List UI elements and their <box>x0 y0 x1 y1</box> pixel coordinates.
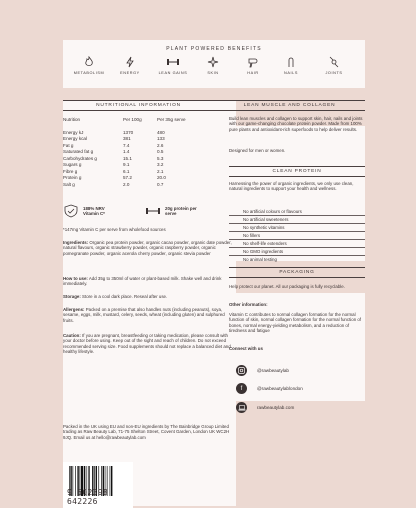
row-value: 3.2 <box>157 162 164 168</box>
benefit-lean-gains <box>153 56 193 75</box>
caution-text: If you are pregnant, breastfeeding or taking medication, please consult with your doctor before using. Keep out of the sight and reach of children. Do not exceed recommended serving size. Food supplements should not replace a balanced diet and healthy lifestyle. <box>63 333 231 355</box>
list-item: No artificial sweeteners <box>229 216 365 224</box>
row-label: Energy kJ <box>63 129 84 135</box>
allergens-text: Packed on a premise that also handles nuts (including peanuts), soya, sesame, eggs, milk, mustard, celery, seeds, wheat (including gluten) and sulphured fruits. <box>63 307 225 323</box>
benefit-skin <box>193 56 233 75</box>
benefit-label: HAIR <box>247 71 259 75</box>
storage-label: Storage: <box>63 294 81 299</box>
list-item: No synthetic vitamins <box>229 224 365 232</box>
ingredients-text: Organic pea protein powder, organic cacao powder, organic date powder, natural flavours, organic strawberry powder, organic raspberry powder, organic pomegranate powder, organic acerola cherry powder, organic stevia powder <box>63 240 232 256</box>
allergens-block <box>63 307 236 323</box>
nutrition-table <box>63 116 188 188</box>
benefit-label: JOINTS <box>325 71 343 75</box>
row-value: 1.4 <box>123 149 130 155</box>
packaging-header: PACKAGING <box>279 270 315 275</box>
row-value: 2.0 <box>123 181 130 187</box>
nail-icon <box>285 56 297 68</box>
ingredients-block <box>63 240 236 256</box>
storage-text: Store in a cool dark place. Reseal after use. <box>82 294 168 299</box>
lean-body: Build lean muscles and collagen to support skin, hair, nails and joints with our game-changing chocolate protein powder. Made from 100% pure plants and antioxidant-rich superfoods to help deliver results. <box>229 116 363 132</box>
nrv-text: 188% NRV Vitamin C* <box>83 205 105 216</box>
row-label: Sugars g <box>63 162 82 168</box>
row-value: 0.5 <box>157 149 164 155</box>
social-facebook[interactable] <box>236 383 303 394</box>
laptop-icon <box>236 402 247 413</box>
row-value: 133 <box>157 136 165 142</box>
clean-body: Harnessing the power of organic ingredients, we only use clean, natural ingredients to support your health and wellness. <box>229 181 354 192</box>
packaging-header-row <box>229 267 365 278</box>
benefit-nails <box>271 56 311 75</box>
benefit-label: LEAN GAINS <box>158 71 188 75</box>
social-website[interactable] <box>236 402 294 413</box>
howto-block <box>63 276 236 287</box>
lean-designed: Designed for men or women. <box>229 148 286 153</box>
row-value: 9.1 <box>123 162 130 168</box>
benefit-metabolism <box>69 56 109 75</box>
row-value: 2.6 <box>157 142 164 148</box>
caution-label: Caution: <box>63 333 81 338</box>
flame-icon <box>83 56 95 68</box>
row-label: Fat g <box>63 142 74 148</box>
benefit-label: ENERGY <box>120 71 140 75</box>
row-label: Fibre g <box>63 168 78 174</box>
social-text: @rawbeautylablondon <box>257 386 303 391</box>
lean-header: LEAN MUSCLE AND COLLAGEN <box>243 103 336 108</box>
row-value: 1370 <box>123 129 134 135</box>
row-label: Salt g <box>63 181 75 187</box>
howto-text: Add 35g to 350ml of water or plant-based milk. Shake well and drink immediately. <box>63 276 222 287</box>
row-value: 20.0 <box>157 175 166 181</box>
barcode <box>63 462 133 508</box>
other-text: Vitamin C contributes to normal collagen formation for the normal function of skin, normal collagen formation for the normal function of bones, normal energy-yielding metabolism, and a reduction of tiredness and fatigue <box>229 312 362 334</box>
benefit-hair <box>233 56 273 75</box>
list-item: No shelf-life extenders <box>229 240 365 248</box>
row-value: 15.1 <box>123 155 132 161</box>
row-label: Energy kcal <box>63 136 88 142</box>
row-value: 7.4 <box>123 142 130 148</box>
row-value: 5.3 <box>157 155 164 161</box>
other-label: Other information: <box>229 302 268 307</box>
benefit-label: NAILS <box>284 71 298 75</box>
clean-header: CLEAN PROTEIN <box>272 169 322 174</box>
lightning-icon <box>124 56 136 68</box>
table-header: Per 35g serve <box>157 116 186 122</box>
packaging-body: Help protect our planet. All our packaging is fully recyclable. <box>229 284 345 289</box>
row-value: 6.1 <box>123 168 130 174</box>
protein-badge <box>145 204 197 218</box>
vitamin-footnote: *147mg Vitamin C per serve from wholefood sources <box>63 227 166 232</box>
facebook-icon: f <box>236 383 247 394</box>
ingredients-label: Ingredients: <box>63 240 89 245</box>
row-value: 0.7 <box>157 181 164 187</box>
dumbbell-icon <box>166 56 180 68</box>
caution-block <box>63 333 236 355</box>
benefits-panel <box>63 40 365 88</box>
benefit-energy <box>110 56 150 75</box>
benefit-label: SKIN <box>207 71 219 75</box>
table-header: Nutrition <box>63 116 81 122</box>
row-label: Saturated fat g <box>63 149 94 155</box>
nutrition-header: NUTRITIONAL INFORMATION <box>96 103 181 108</box>
social-instagram[interactable] <box>236 365 289 376</box>
connect-label: Connect with us <box>229 346 263 351</box>
row-value: 57.2 <box>123 175 132 181</box>
hairdryer-icon <box>247 56 259 68</box>
table-header: Per 100g <box>123 116 142 122</box>
list-item: No artificial colours or flavours <box>229 208 365 216</box>
clean-header-row <box>229 166 365 177</box>
benefit-label: METABOLISM <box>73 71 105 75</box>
row-value: 381 <box>123 136 131 142</box>
row-value: 2.1 <box>157 168 164 174</box>
benefit-joints <box>314 56 354 75</box>
nrv-badge <box>63 204 105 218</box>
row-label: Carbohydrates g <box>63 155 97 161</box>
sparkle-icon <box>207 56 219 68</box>
section-headers <box>63 100 365 111</box>
table-row <box>63 181 188 188</box>
row-value: 480 <box>157 129 165 135</box>
allergens-label: Allergens: <box>63 307 85 312</box>
clean-list <box>229 208 365 264</box>
list-item: No fillers <box>229 232 365 240</box>
packed-info: Packed in the UK using EU and non-EU ingredients by The Bainbridge Group Limited trading as Raw Beauty Lab, 71-75 Shelton Street, Covent Garden, London UK WC2H 9JQ. Email us at hello@rawbeautylab.com <box>63 424 230 440</box>
barcode-digits: 9 502398 642226 <box>67 488 108 506</box>
social-text: rawbeautylab.com <box>257 405 295 410</box>
storage-block <box>63 294 236 299</box>
list-item: No animal testing <box>243 257 277 262</box>
howto-label: How to use: <box>63 276 88 281</box>
row-label: Protein g <box>63 175 82 181</box>
dumbbell-icon <box>145 204 161 218</box>
joint-icon <box>328 56 340 68</box>
protein-text: 20g protein per serve <box>165 205 197 216</box>
shield-check-icon <box>63 204 79 218</box>
social-text: @rawbeautylab <box>257 368 289 373</box>
list-item: No GMO ingredients <box>229 248 365 256</box>
instagram-icon <box>236 365 247 376</box>
benefits-title: PLANT POWERED BENEFITS <box>166 46 262 52</box>
